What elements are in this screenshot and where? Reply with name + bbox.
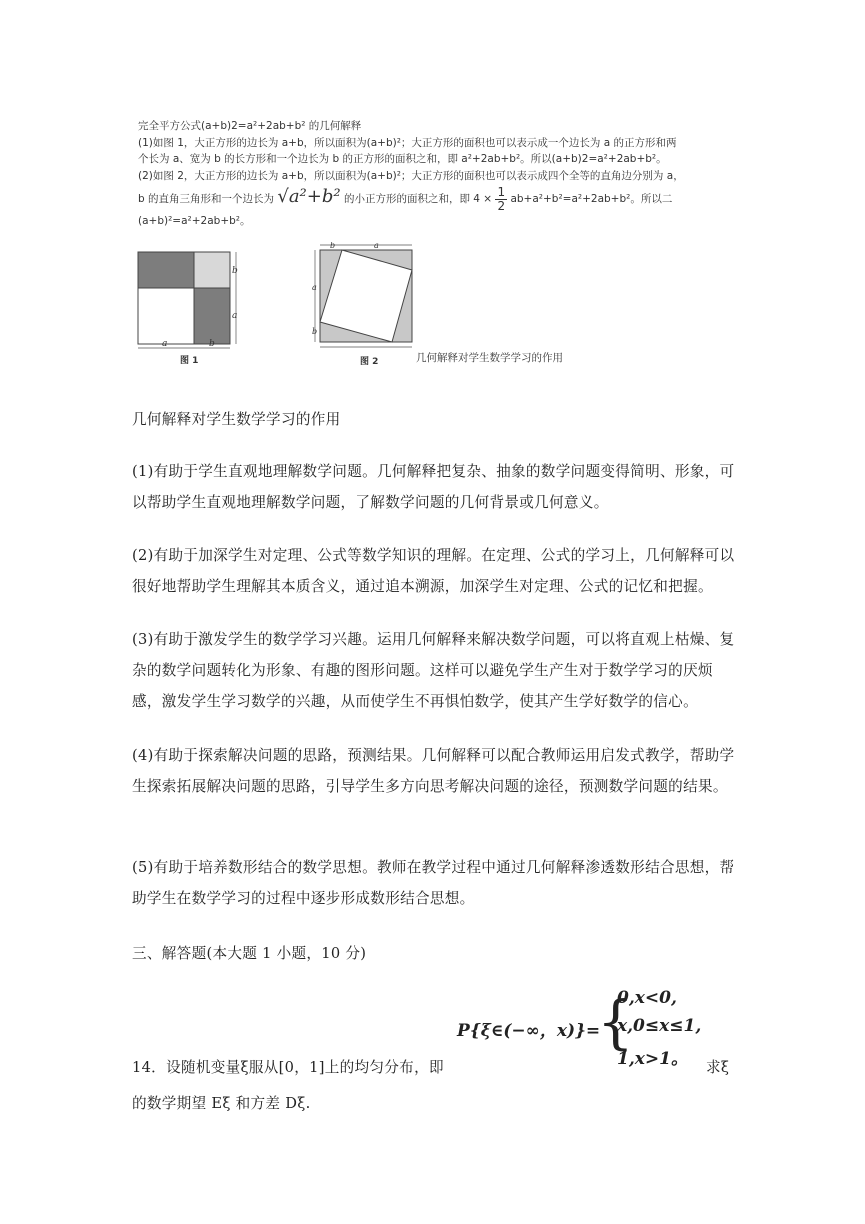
label-a: a <box>374 242 379 250</box>
figure-text-segment: 的小正方形的面积之和，即 4 × <box>343 193 493 205</box>
figure-1-caption: 图 1 <box>180 356 199 366</box>
figure-side-caption: 几何解释对学生数学学习的作用 <box>416 352 563 364</box>
figure-2-diagram <box>312 242 422 368</box>
square-b <box>194 252 230 288</box>
figure-title: 完全平方公式(a+b)2=a²+2ab+b² 的几何解释 <box>138 120 362 132</box>
figure-text-line: 个长为 a、宽为 b 的长方形和一个边长为 b 的正方形的面积之和，即 a²+2ab+b²。所以(a+b)2=a²+2ab+b²。 <box>138 153 667 165</box>
figure-text-line: (1)如图 1，大正方形的边长为 a+b，所以面积为(a+b)²；大正方形的面积也可以表示成一个边长为 a 的正方形和两 <box>138 136 677 149</box>
formula-case: x,0≤x≤1, <box>617 1016 702 1036</box>
section-heading: 几何解释对学生数学学习的作用 <box>132 411 341 428</box>
question-lead: 14．设随机变量ξ服从[0，1]上的均匀分布，即 <box>132 1059 444 1076</box>
point-1: (1)有助于学生直观地理解数学问题。几何解释把复杂、抽象的数学问题变得简明、形象，可以帮助学生直观地理解数学问题，了解数学问题的几何背景或几何意义。 <box>132 463 735 511</box>
square-a-by-b <box>138 252 194 288</box>
label-a: a <box>312 283 317 292</box>
figure-text-segment: b 的直角三角形和一个边长为 <box>138 193 275 205</box>
figure-text-line: (2)如图 2，大正方形的边长为 a+b，所以面积为(a+b)²；大正方形的面积也可以表示成四个全等的直角边分别为 a， <box>138 169 684 182</box>
formula-lhs: P{ξ∈(−∞，x)}= <box>457 1021 601 1041</box>
label-b: b <box>209 339 215 349</box>
label-a: a <box>232 311 238 321</box>
point-3: (3)有助于激发学生的数学学习兴趣。运用几何解释来解决数学问题，可以将直观上枯燥、复杂的数学问题转化为形象、有趣的图形问题。这样可以避免学生产生对于数学学习的厌烦感，激发学生学习数学的兴趣，从而使学生不再惧怕数学，使其产生学好数学的信心。 <box>132 631 735 710</box>
sqrt-expression: √a²+b² <box>277 186 341 207</box>
figure-1-diagram <box>136 248 246 368</box>
piecewise-formula <box>457 986 717 1070</box>
figure-text-line: (a+b)²=a²+2ab+b²。 <box>138 214 251 227</box>
question-line-2: 的数学期望 Eξ 和方差 Dξ. <box>132 1095 311 1112</box>
label-a: a <box>162 339 168 349</box>
point-5: (5)有助于培养数形结合的数学思想。教师在教学过程中通过几何解释渗透数形结合思想，帮助学生在数学学习的过程中逐步形成数形结合思想。 <box>132 859 735 907</box>
point-2: (2)有助于加深学生对定理、公式等数学知识的理解。在定理、公式的学习上，几何解释可以很好地帮助学生理解其本质含义，通过追本溯源，加深学生对定理、公式的记忆和把握。 <box>132 547 735 595</box>
formula-case: 0,x<0, <box>617 988 677 1008</box>
rect-b-by-a <box>194 288 230 344</box>
fraction-denominator: 2 <box>497 198 506 213</box>
square-a <box>138 288 194 344</box>
section-title: 三、解答题(本大题 1 小题，10 分) <box>132 945 367 962</box>
figure-block <box>138 118 738 229</box>
fraction-numerator: 1 <box>497 184 506 199</box>
figure-text-line <box>138 184 738 213</box>
question-tail: 求ξ <box>706 1059 730 1076</box>
label-b: b <box>330 242 336 250</box>
fraction <box>495 186 507 213</box>
brace-icon: { <box>597 988 634 1056</box>
figure-2-caption: 图 2 <box>360 357 379 367</box>
formula-case: 1,x>1。 <box>617 1049 688 1069</box>
label-b: b <box>232 266 238 276</box>
figure-text-segment: ab+a²+b²=a²+2ab+b²。所以二 <box>510 193 673 205</box>
label-b: b <box>312 327 318 336</box>
point-4: (4)有助于探索解决问题的思路，预测结果。几何解释可以配合教师运用启发式教学，帮助学生探索拓展解决问题的思路，引导学生多方向思考解决问题的途径，预测数学问题的结果。 <box>132 747 735 795</box>
